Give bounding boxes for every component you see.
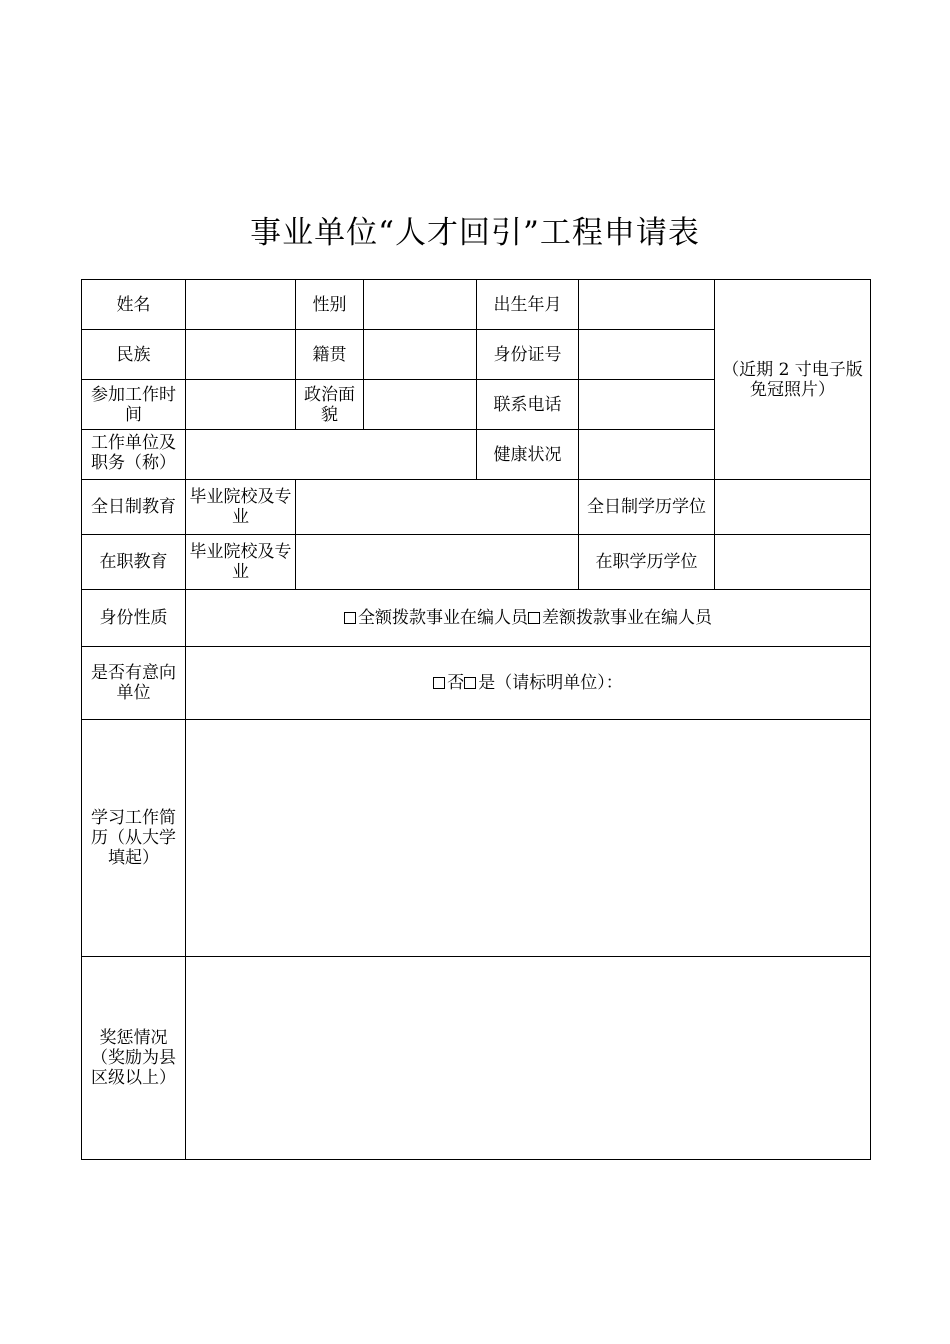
- inservice-degree-field[interactable]: [715, 535, 871, 590]
- checkbox-icon[interactable]: [433, 677, 445, 689]
- birth-field[interactable]: [579, 280, 715, 330]
- fulltime-school-field[interactable]: [296, 480, 579, 535]
- ethnicity-field[interactable]: [186, 330, 296, 380]
- identity-option-partial: 差额拨款事业在编人员: [542, 608, 712, 628]
- intent-option-yes: 是（请标明单位）：: [478, 673, 623, 693]
- inservice-education-label: 在职教育: [82, 535, 186, 590]
- health-label: 健康状况: [477, 430, 579, 480]
- employer-label: 工作单位及职务（称）: [91, 432, 176, 473]
- identity-option-full: 全额拨款事业在编人员: [358, 608, 528, 628]
- fulltime-degree-field[interactable]: [715, 480, 871, 535]
- checkbox-icon[interactable]: [464, 677, 476, 689]
- photo-cell[interactable]: [715, 280, 871, 480]
- identity-options: [186, 590, 871, 647]
- political-status-field[interactable]: [364, 380, 477, 430]
- employer-field[interactable]: [186, 430, 477, 480]
- political-status-label: 政治面貌: [296, 380, 364, 430]
- name-label: 姓名: [82, 280, 186, 330]
- work-start-field[interactable]: [186, 380, 296, 430]
- application-form: [81, 279, 871, 1160]
- photo-note: （近期 2 寸电子版免冠照片）: [722, 359, 863, 400]
- inservice-school-field[interactable]: [296, 535, 579, 590]
- resume-field[interactable]: [186, 720, 871, 957]
- id-number-field[interactable]: [579, 330, 715, 380]
- identity-label: 身份性质: [82, 590, 186, 647]
- intent-options: [186, 647, 871, 720]
- inservice-school-label: 毕业院校及专业: [186, 535, 296, 590]
- awards-label: 奖惩情况（奖励为县区级以上）: [82, 957, 186, 1160]
- phone-label: 联系电话: [477, 380, 579, 430]
- checkbox-icon[interactable]: [344, 612, 356, 624]
- gender-field[interactable]: [364, 280, 477, 330]
- native-place-label: 籍贯: [296, 330, 364, 380]
- page-title: 事业单位“人才回引”工程申请表: [250, 215, 700, 251]
- awards-field[interactable]: [186, 957, 871, 1160]
- intent-label: 是否有意向单位: [82, 647, 186, 720]
- checkbox-icon[interactable]: [528, 612, 540, 624]
- employer-label-cell: [82, 430, 186, 480]
- fulltime-education-label: 全日制教育: [82, 480, 186, 535]
- birth-label: 出生年月: [477, 280, 579, 330]
- native-place-field[interactable]: [364, 330, 477, 380]
- inservice-degree-label: 在职学历学位: [579, 535, 715, 590]
- name-field[interactable]: [186, 280, 296, 330]
- gender-label: 性别: [296, 280, 364, 330]
- ethnicity-label: 民族: [82, 330, 186, 380]
- work-start-label: 参加工作时间: [82, 380, 186, 430]
- resume-label: 学习工作简历（从大学填起）: [82, 720, 186, 957]
- fulltime-degree-label: 全日制学历学位: [579, 480, 715, 535]
- intent-option-no: 否: [447, 673, 465, 693]
- phone-field[interactable]: [579, 380, 715, 430]
- id-number-label: 身份证号: [477, 330, 579, 380]
- fulltime-school-label: 毕业院校及专业: [186, 480, 296, 535]
- health-field[interactable]: [579, 430, 715, 480]
